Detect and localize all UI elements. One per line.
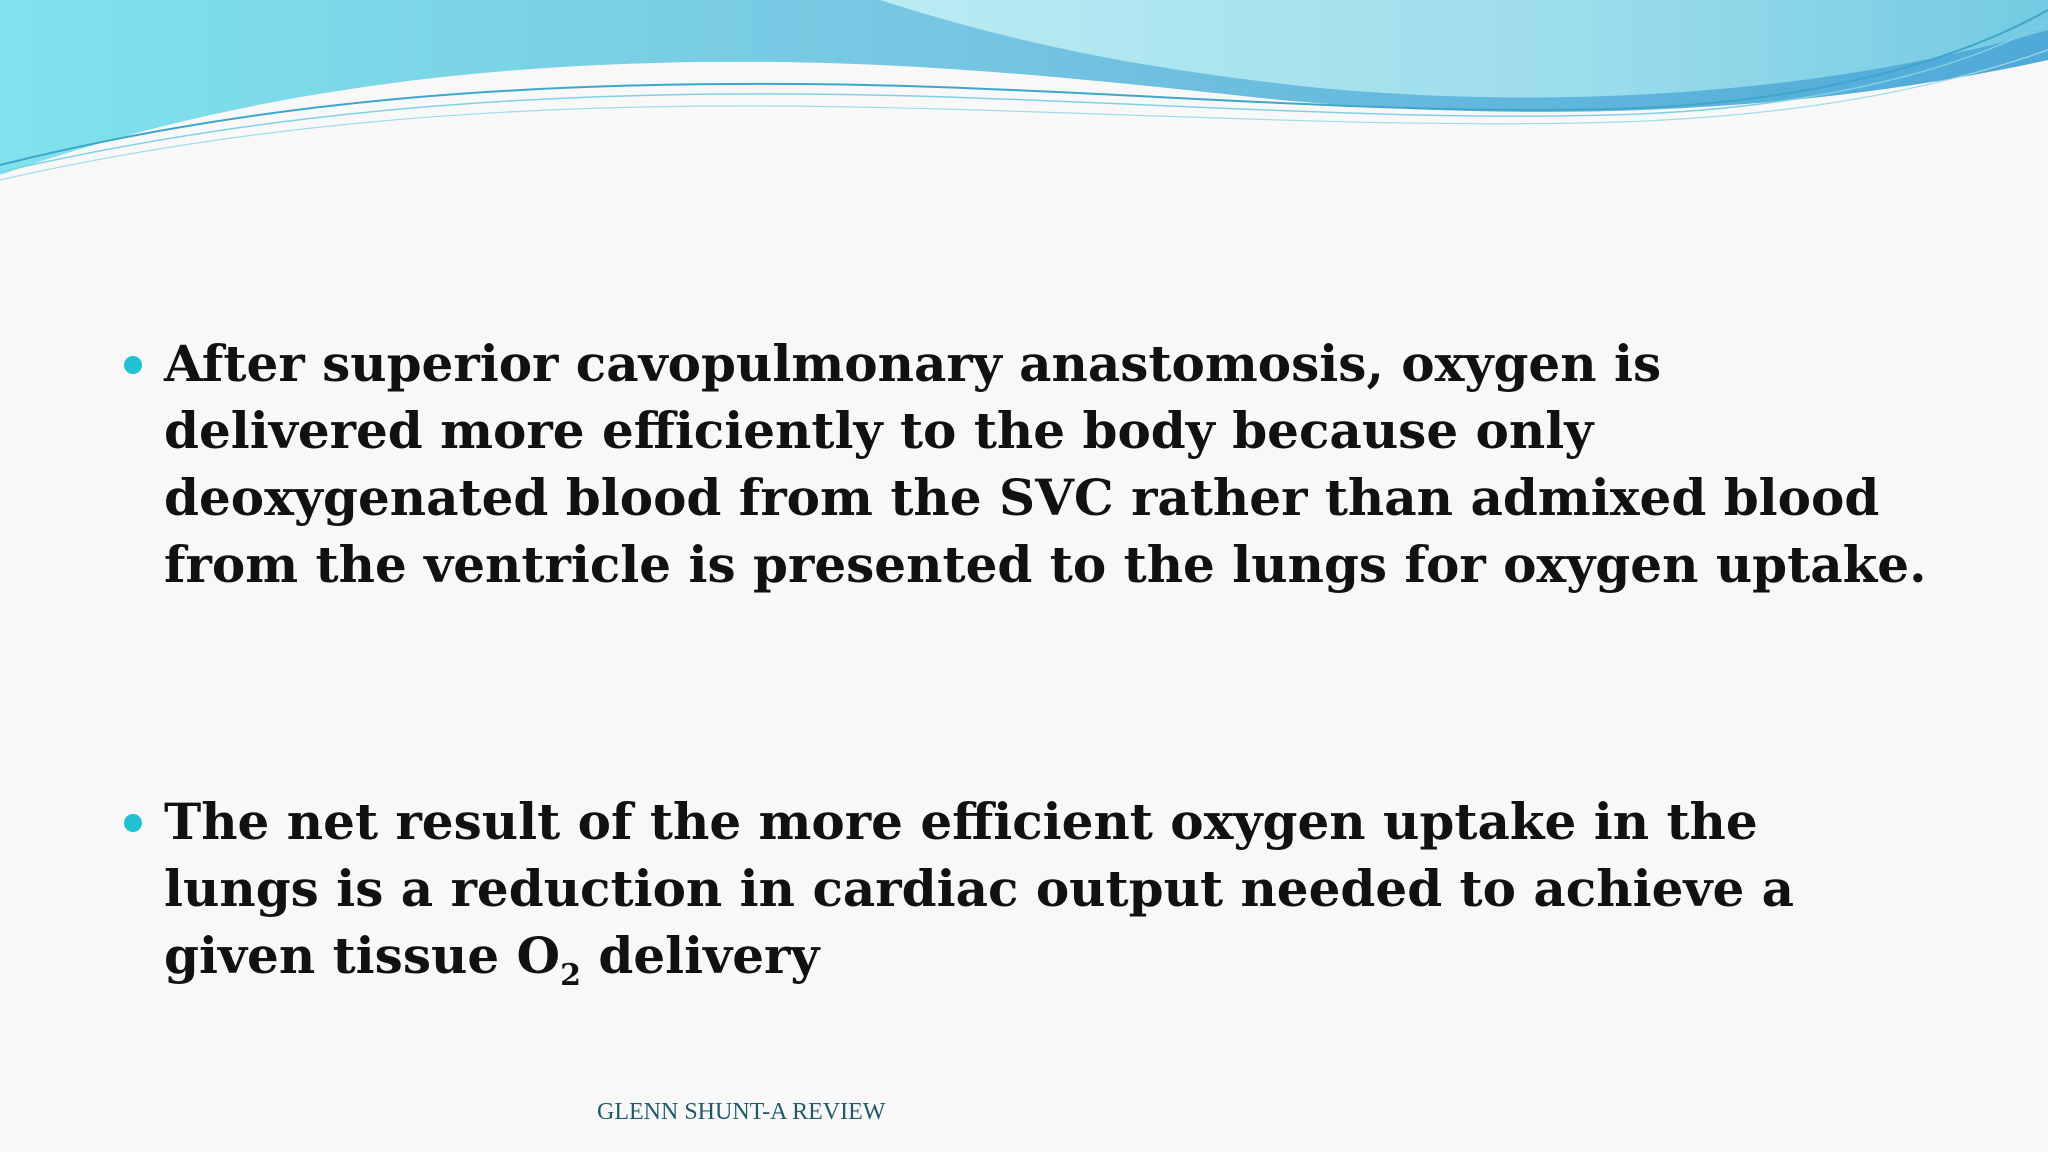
footer-title: GLENN SHUNT-A REVIEW: [597, 1099, 886, 1125]
bullet-dot-icon: [124, 356, 142, 374]
bullet-text: After superior cavopulmonary anastomosis, oxygen is delivered more efficiently to the body because only deoxygenated blood from the SVC rather than admixed blood from the ventricle is presented to the lungs for oxygen uptake.: [164, 334, 1927, 594]
bullet-dot-icon: [124, 814, 142, 832]
bullet-text-end: delivery: [580, 926, 820, 985]
subscript: 2: [560, 958, 581, 993]
bullet-item: [128, 330, 1928, 598]
header-wave-decoration: [0, 0, 2048, 200]
bullet-list: [128, 330, 1928, 993]
bullet-text: The net result of the more efficient oxygen uptake in the lungs is a reduction in cardiac output needed to achieve a given tissue O: [164, 792, 1795, 985]
bullet-item: [128, 788, 1928, 993]
